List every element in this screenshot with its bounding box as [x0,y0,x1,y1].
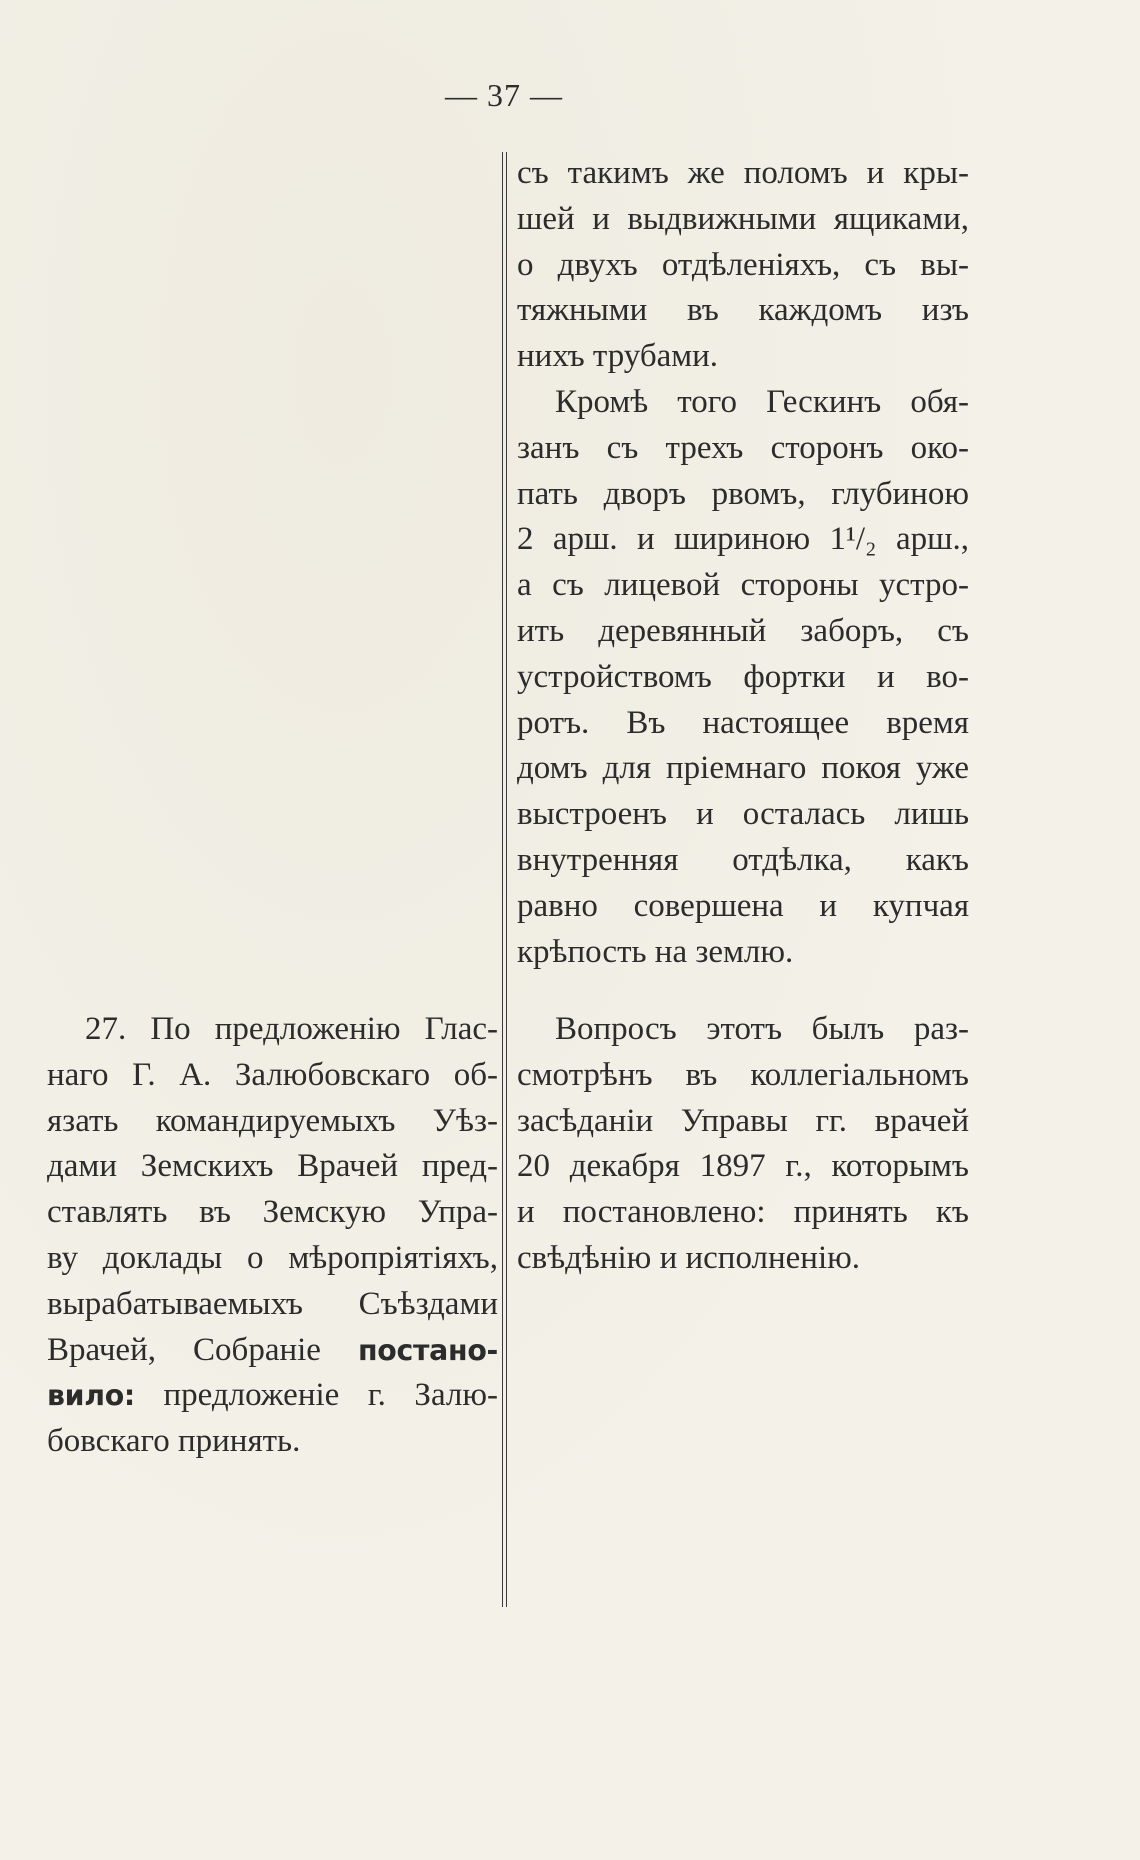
text-line: устройствомъ фортки и во- [517,658,969,695]
text-line: ставлять въ Земскую Упра- [47,1194,498,1231]
text-line: домъ для пріемнаго покоя уже [517,750,969,787]
text-line: засѣданіи Управы гг. врачей [517,1102,969,1139]
text-line: ротъ. Въ настоящее время [517,704,969,741]
text-line: внутренняя отдѣлка, какъ [517,841,969,878]
text-line: равно совершена и купчая [517,887,969,924]
line-text: предложеніе г. Залю- [163,1377,498,1414]
text-line: Кромѣ того Гескинъ обя- [555,383,969,420]
text-line: занъ съ трехъ сторонъ око- [517,429,969,466]
right-column-top [517,151,969,975]
text-line: тяжными въ каждомъ изъ [517,292,969,329]
bold-resolution-text: вило: [47,1379,135,1413]
text-line: крѣпость на землю. [517,933,794,970]
text-line: наго Г. А. Залюбовскаго об- [47,1056,498,1093]
text-line [47,1373,498,1419]
text-line: выстроенъ и осталась лишь [517,796,969,833]
paragraph-1 [517,151,969,380]
text-line: ву доклады о мѣропріятіяхъ, [47,1239,498,1276]
text-line: свѣдѣнію и исполненію. [517,1239,861,1276]
text-line: 20 декабря 1897 г., которымъ [517,1148,969,1185]
text-line: и постановлено: принять къ [517,1194,969,1231]
text-line: язать командируемыхъ Уѣз- [47,1102,498,1139]
text-line: бовскаго принять. [47,1423,301,1460]
paragraph-3 [517,1007,969,1282]
text-line: Вопросъ этотъ былъ раз- [555,1011,969,1047]
text-line: дами Земскихъ Врачей пред- [47,1148,498,1185]
text-line: 2 арш. и шириною 1¹/₂ арш., [517,521,969,558]
text-line: о двухъ отдѣленіяхъ, съ вы- [517,246,969,283]
left-column-item-27 [47,1007,498,1465]
line-text: Врачей, Собраніе [47,1331,321,1368]
right-column-bottom [517,1007,969,1282]
bold-resolution-text: постано- [358,1333,498,1367]
page-number: — 37 — [445,77,563,113]
paragraph-2 [517,380,969,975]
text-line: 27. По предложенію Глас- [85,1011,498,1047]
text-line: съ такимъ же поломъ и кры- [517,155,969,191]
text-line: нихъ трубами. [517,338,719,375]
text-line: смотрѣнъ въ коллегіальномъ [517,1056,969,1093]
text-line: а съ лицевой стороны устро- [517,567,969,604]
text-line: вырабатываемыхъ Съѣздами [47,1285,498,1322]
text-line: ить деревянный заборъ, съ [517,612,969,649]
text-line: пать дворъ рвомъ, глубиною [517,475,969,512]
text-line: шей и выдвижными ящиками, [517,200,969,237]
column-divider-rule [502,152,507,1607]
text-line [47,1328,498,1374]
